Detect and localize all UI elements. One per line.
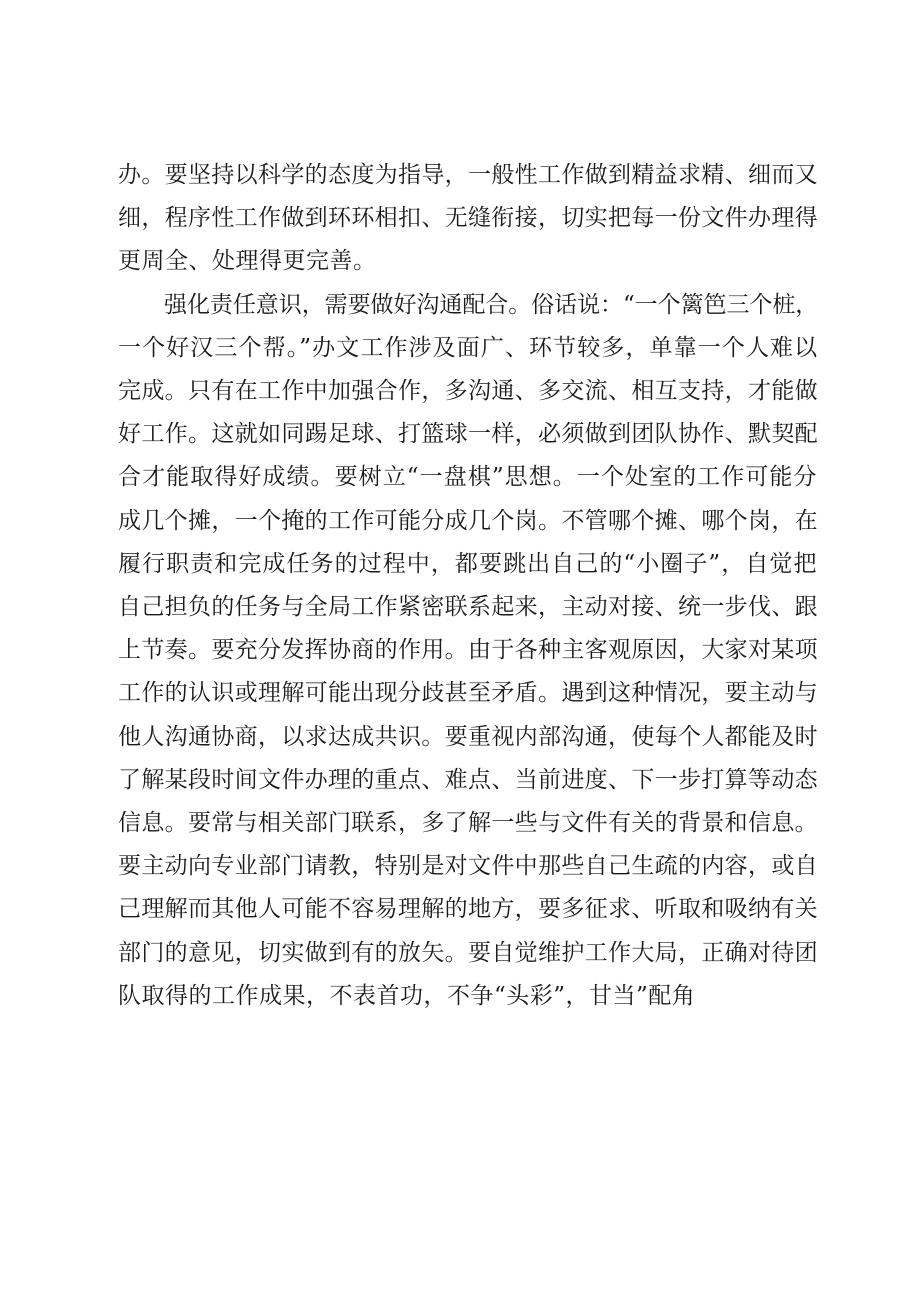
text-line: 更周全、处理得更完善。 [118,248,377,275]
text-line: 一个好汉三个帮。”办文工作涉及面广、环节较多，单靠一个人难以 [118,334,819,361]
text-line: 了解某段时间文件办理的重点、难点、当前进度、下一步打算等动态 [118,766,818,793]
document-body [118,154,818,1018]
text-line: 己理解而其他人可能不容易理解的地方，要多征求、听取和吸纳有关 [118,896,818,923]
text-line: 自己担负的任务与全局工作紧密联系起来，主动对接、统一步伐、跟 [118,594,818,621]
text-line: 他人沟通协商，以求达成共识。要重视内部沟通，使每个人都能及时 [118,723,818,750]
paragraph-responsibility [118,284,818,1018]
text-line: 要主动向专业部门请教，特别是对文件中那些自己生疏的内容，或自 [118,853,818,880]
text-line: 信息。要常与相关部门联系，多了解一些与文件有关的背景和信息。 [118,810,818,837]
text-line: 强化责任意识，需要做好沟通配合。俗话说：“一个篱笆三个桩， [164,291,819,318]
paragraph-continuation [118,154,818,284]
text-line: 好工作。这就如同踢足球、打篮球一样，必须做到团队协作、默契配 [118,421,818,448]
text-line: 细，程序性工作做到环环相扣、无缝衔接，切实把每一份文件办理得 [118,205,818,232]
text-line: 履行职责和完成任务的过程中，都要跳出自己的“小圈子”，自觉把 [118,550,818,577]
text-line: 部门的意见，切实做到有的放矢。要自觉维护工作大局，正确对待团 [118,939,818,966]
text-line: 完成。只有在工作中加强合作，多沟通、多交流、相互支持，才能做 [118,378,818,405]
text-line: 合才能取得好成绩。要树立“一盘棋”思想。一个处室的工作可能分 [118,464,818,491]
text-line: 上节奏。要充分发挥协商的作用。由于各种主客观原因，大家对某项 [118,637,818,664]
text-line: 成几个摊，一个掩的工作可能分成几个岗。不管哪个摊、哪个岗，在 [118,507,818,534]
text-line: 工作的认识或理解可能出现分歧甚至矛盾。遇到这种情况，要主动与 [118,680,818,707]
text-line: 队取得的工作成果，不表首功，不争“头彩”，甘当”配角 [118,982,696,1009]
text-line: 办。要坚持以科学的态度为指导，一般性工作做到精益求精、细而又 [118,162,818,188]
